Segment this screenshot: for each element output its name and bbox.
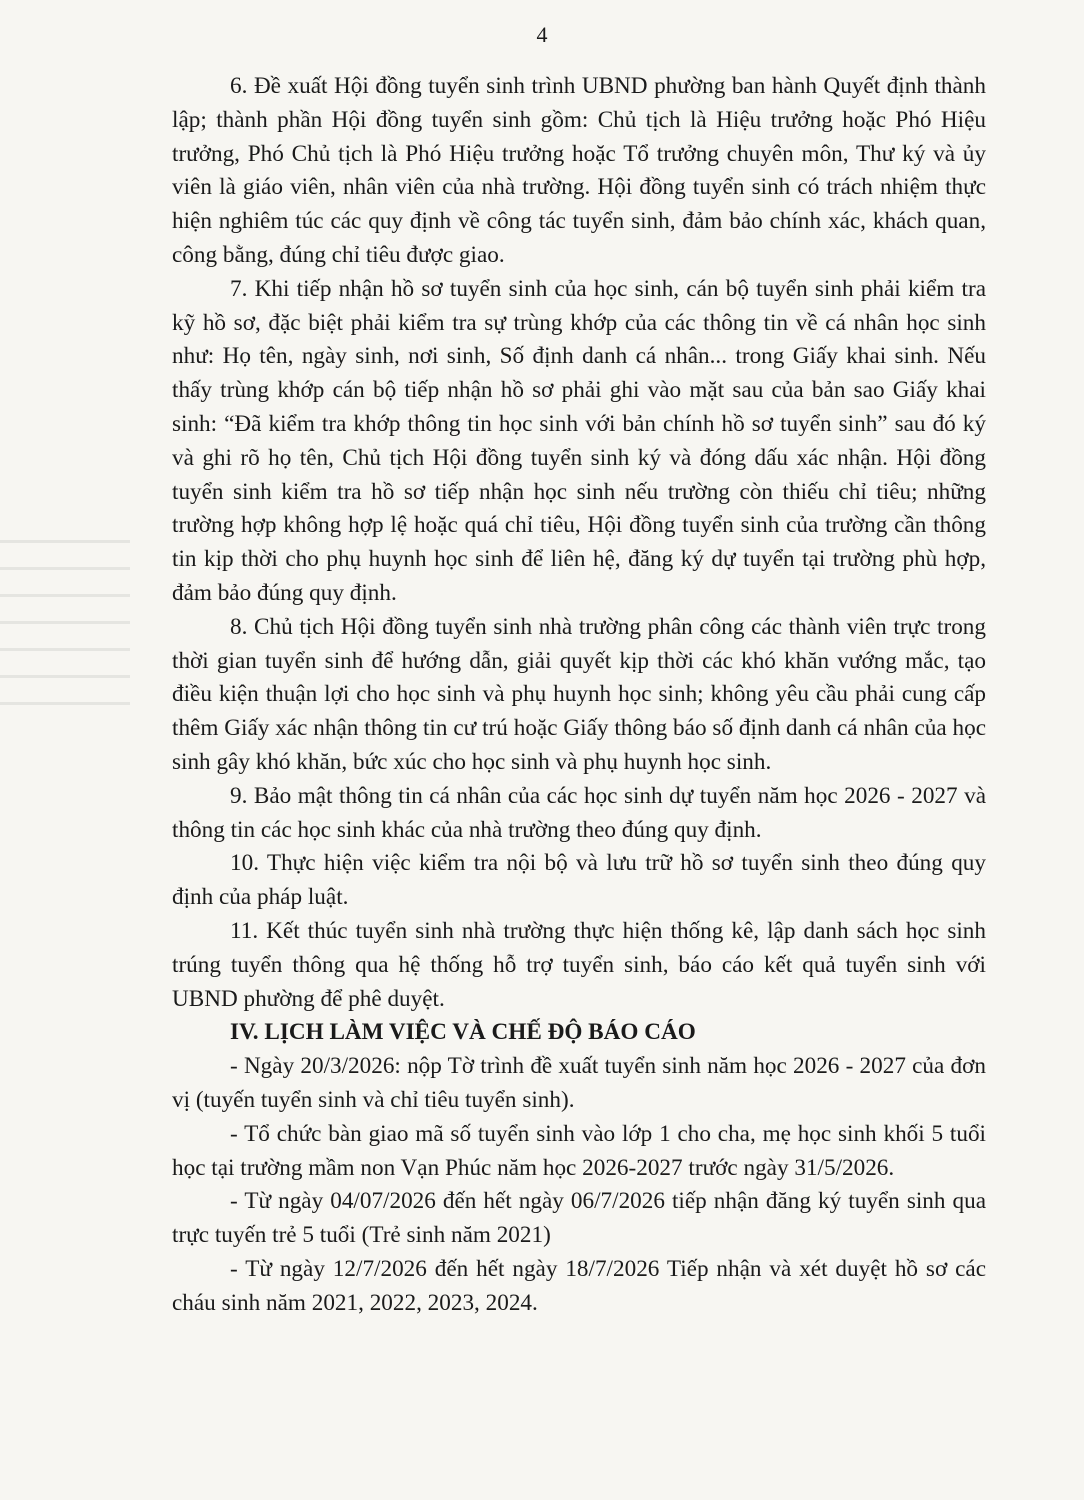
paragraph-8: 8. Chủ tịch Hội đồng tuyển sinh nhà trường phân công các thành viên trực trong thời gian tuyển sinh để hướng dẫn, giải quyết kịp thời các khó khăn vướng mắc, tạo điều kiện thuận lợi cho học sinh và phụ huynh học sinh; không yêu cầu phải cung cấp thêm Giấy xác nhận thông tin cư trú hoặc Giấy thông báo số định danh cá nhân của học sinh gây khó khăn, bức xúc cho học sinh và phụ huynh học sinh. [172,613,986,775]
bleed-through-marks [0,540,130,770]
schedule-item-2: - Tổ chức bàn giao mã số tuyển sinh vào lớp 1 cho cha, mẹ học sinh khối 5 tuổi học tại trường mầm non Vạn Phúc năm học 2026-2027 trước ngày 31/5/2026. [172,1120,986,1181]
paragraph-9: 9. Bảo mật thông tin cá nhân của các học sinh dự tuyển năm học 2026 - 2027 và thông tin các học sinh khác của nhà trường theo đúng quy định. [172,782,986,843]
schedule-item-1: - Ngày 20/3/2026: nộp Tờ trình đề xuất tuyển sinh năm học 2026 - 2027 của đơn vị (tuyến tuyển sinh và chỉ tiêu tuyển sinh). [172,1053,986,1113]
paragraph-6: 6. Đề xuất Hội đồng tuyển sinh trình UBND phường ban hành Quyết định thành lập; thành phần Hội đồng tuyển sinh gồm: Chủ tịch là Hiệu trưởng hoặc Phó Hiệu trưởng, Phó Chủ tịch là Phó Hiệu trưởng hoặc Tổ trưởng chuyên môn, Thư ký và ủy viên là giáo viên, nhân viên của nhà trường. Hội đồng tuyển sinh có trách nhiệm thực hiện nghiêm túc các quy định về công tác tuyển sinh, đảm bảo chính xác, khách quan, công bằng, đúng chỉ tiêu được giao. [172,73,986,268]
schedule-item-3: - Từ ngày 04/07/2026 đến hết ngày 06/7/2026 tiếp nhận đăng ký tuyển sinh qua trực tuyến trẻ 5 tuổi (Trẻ sinh năm 2021) [172,1188,986,1249]
section-heading: IV. LỊCH LÀM VIỆC VÀ CHẾ ĐỘ BÁO CÁO [230,1019,696,1046]
paragraph-10: 10. Thực hiện việc kiểm tra nội bộ và lưu trữ hồ sơ tuyển sinh theo đúng quy định của pháp luật. [172,850,986,911]
document-body [172,70,986,1320]
page-number: 4 [536,22,548,47]
paragraph-7: 7. Khi tiếp nhận hồ sơ tuyển sinh của học sinh, cán bộ tuyển sinh phải kiểm tra kỹ hồ sơ, đặc biệt phải kiểm tra sự trùng khớp của các thông tin về cá nhân học sinh như: Họ tên, ngày sinh, nơi sinh, Số định danh cá nhân... trong Giấy khai sinh. Nếu thấy trùng khớp cán bộ tiếp nhận hồ sơ phải ghi vào mặt sau của bản sao Giấy khai sinh: “Đã kiểm tra khớp thông tin học sinh với bản chính hồ sơ tuyển sinh” sau đó ký và ghi rõ họ tên, Chủ tịch Hội đồng tuyển sinh ký và đóng dấu xác nhận. Hội đồng tuyển sinh kiểm tra hồ sơ tiếp nhận học sinh nếu trường còn thiếu chỉ tiêu; những trường hợp không hợp lệ hoặc quá chỉ tiêu, Hội đồng tuyển sinh của trường cần thông tin kịp thời cho phụ huynh học sinh để liên hệ, đăng ký dự tuyển tại trường phù hợp, đảm bảo đúng quy định. [172,275,986,606]
schedule-item-4: - Từ ngày 12/7/2026 đến hết ngày 18/7/2026 Tiếp nhận và xét duyệt hồ sơ các cháu sinh năm 2021, 2022, 2023, 2024. [172,1255,986,1316]
paragraph-11: 11. Kết thúc tuyển sinh nhà trường thực hiện thống kê, lập danh sách học sinh trúng tuyển thông qua hệ thống hỗ trợ tuyển sinh, báo cáo kết quả tuyển sinh với UBND phường để phê duyệt. [172,917,986,1012]
